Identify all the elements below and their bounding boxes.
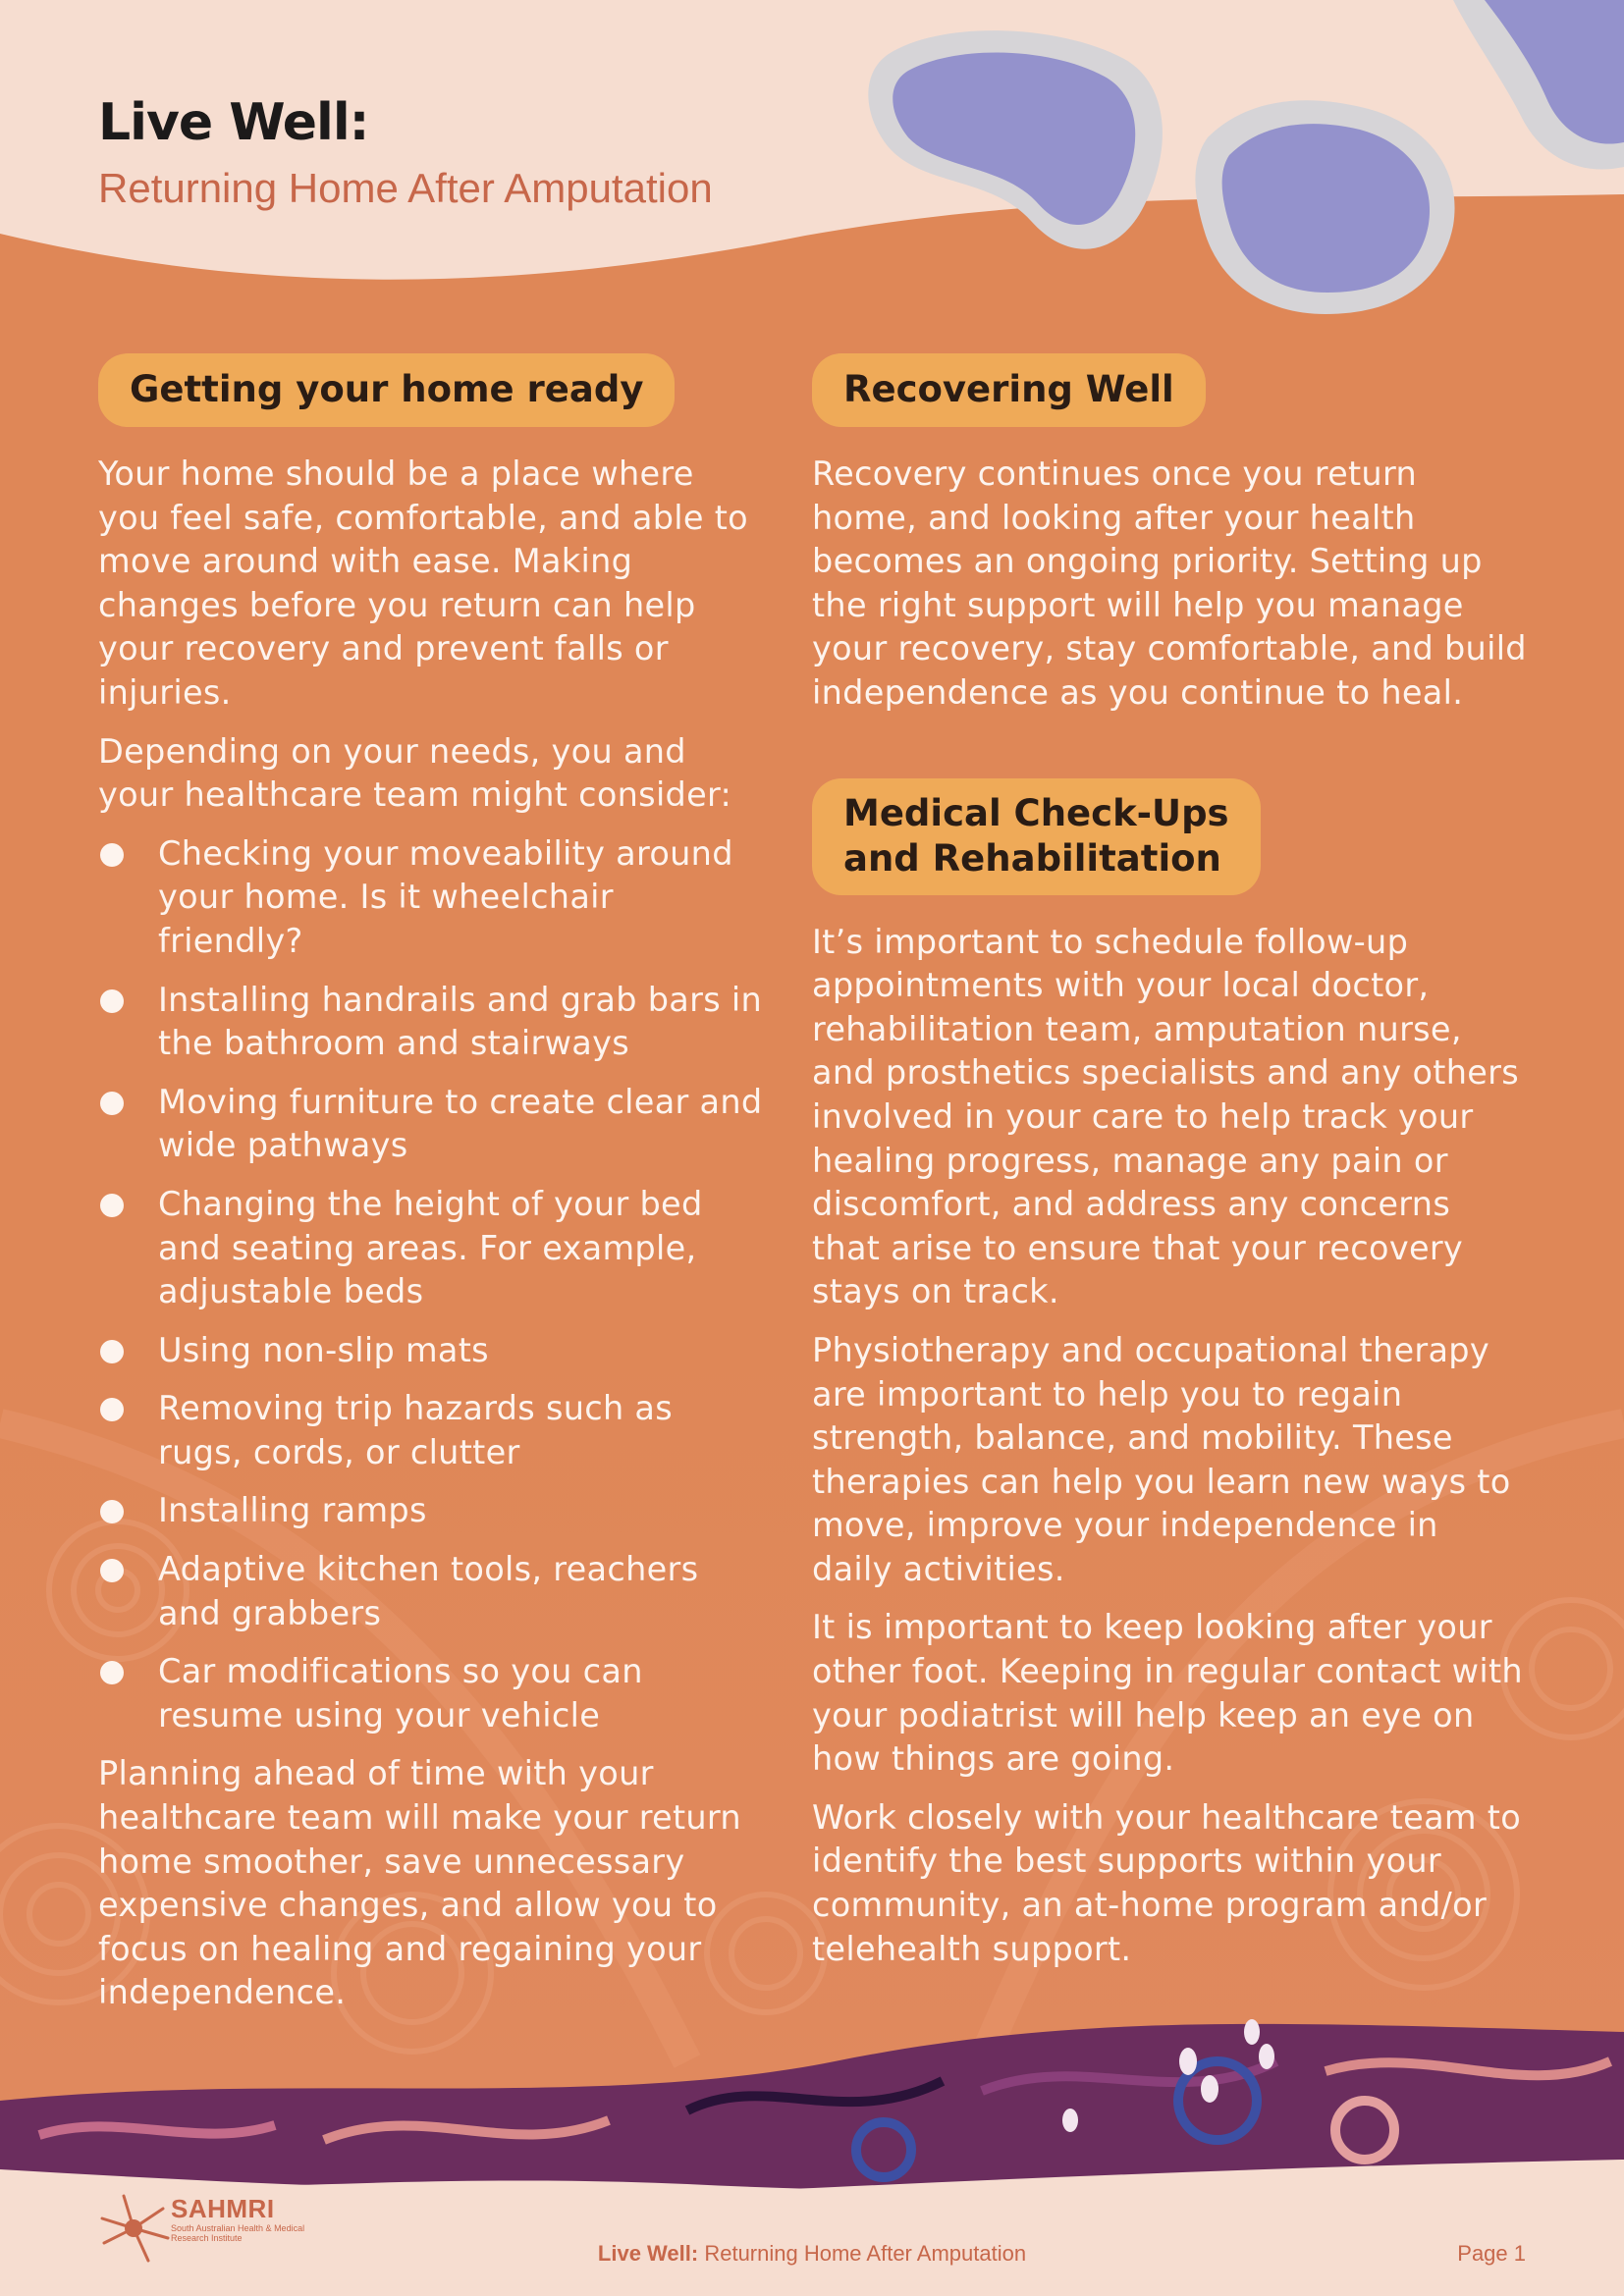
footer-document-title (0, 2241, 1624, 2267)
list-item-text: Moving furniture to create clear and wide pathways (158, 1082, 763, 1165)
list-item (98, 1548, 766, 1635)
list-item-text: Installing handrails and grab bars in the bathroom and stairways (158, 980, 763, 1063)
bullet-icon (100, 989, 124, 1013)
checkups-para-3: It is important to keep looking after your other foot. Keeping in regular contact with your podiatrist will help keep an eye on how things are going. (812, 1608, 1523, 1779)
list-item (98, 1183, 766, 1314)
home-ready-lead: Depending on your needs, you and your healthcare team might consider: (98, 731, 732, 815)
section-heading-medical-checkups (812, 778, 1261, 895)
bullet-icon (100, 1194, 124, 1217)
bullet-icon (100, 1092, 124, 1115)
list-item-text: Installing ramps (158, 1491, 427, 1530)
page-number: Page 1 (1457, 2241, 1526, 2266)
home-ready-intro: Your home should be a place where you feel safe, comfortable, and able to move around with ease. Making changes before you return can help your recovery and prevent falls or injuries. (98, 454, 748, 712)
heading-line: and Rehabilitation (843, 836, 1221, 880)
page-subtitle: Returning Home After Amputation (98, 165, 713, 211)
footer-title-bold: Live Well: (597, 2241, 699, 2266)
list-item (98, 1489, 766, 1533)
bullet-icon (100, 1500, 124, 1523)
list-item-text: Removing trip hazards such as rugs, cords, or clutter (158, 1389, 674, 1471)
list-item (98, 979, 766, 1066)
bullet-icon (100, 843, 124, 867)
checkups-para-2: Physiotherapy and occupational therapy are important to help you to regain strength, balance, and mobility. These therapies can help you learn new ways to move, improve your independence in daily activities. (812, 1330, 1511, 1588)
bullet-icon (100, 1340, 124, 1363)
left-column (98, 353, 766, 2015)
bullet-icon (100, 1661, 124, 1684)
list-item-text: Using non-slip mats (158, 1330, 489, 1369)
page-title: Live Well: (98, 93, 369, 152)
list-item-text: Changing the height of your bed and seating areas. For example, adjustable beds (158, 1184, 703, 1311)
list-item (98, 1650, 766, 1737)
section-heading-recovering-well: Recovering Well (812, 353, 1206, 427)
list-item-text: Checking your moveability around your home. Is it wheelchair friendly? (158, 833, 733, 960)
header (98, 93, 844, 215)
list-item (98, 1329, 766, 1373)
home-ready-list (98, 832, 766, 1738)
bullet-icon (100, 1559, 124, 1582)
list-item (98, 1387, 766, 1474)
list-item (98, 1081, 766, 1168)
checkups-para-1: It’s important to schedule follow-up appointments with your local doctor, rehabilitation team, amputation nurse, and prosthetics specialists and any others involved in your care to help track your healing progress, manage any pain or discomfort, and address any concerns that arise to ensure that your recovery stays on track. (812, 922, 1519, 1311)
logo-subtitle: South Australian Health & Medical Research Institute (171, 2223, 305, 2243)
recovering-well-text: Recovery continues once you return home, and looking after your health becomes an ongoing priority. Setting up the right support will help you manage your recovery, stay comfortable, and build independence as you continue to heal. (812, 454, 1527, 712)
section-heading-home-ready: Getting your home ready (98, 353, 675, 427)
heading-line: Medical Check-Ups (843, 791, 1229, 834)
home-ready-closing: Planning ahead of time with your healthcare team will make your return home smoother, save unnecessary expensive changes, and allow you to focus on healing and regaining your independence. (98, 1754, 741, 2012)
footer (0, 2155, 1624, 2296)
logo-name: SAHMRI (171, 2194, 275, 2223)
footer-title-rest: Returning Home After Amputation (698, 2241, 1027, 2266)
list-item (98, 832, 766, 964)
checkups-para-4: Work closely with your healthcare team to identify the best supports within your community, an at-home program and/or telehealth support. (812, 1797, 1522, 1968)
bullet-icon (100, 1398, 124, 1421)
list-item-text: Adaptive kitchen tools, reachers and grabbers (158, 1550, 699, 1632)
list-item-text: Car modifications so you can resume using your vehicle (158, 1652, 643, 1735)
right-column (812, 353, 1529, 1971)
